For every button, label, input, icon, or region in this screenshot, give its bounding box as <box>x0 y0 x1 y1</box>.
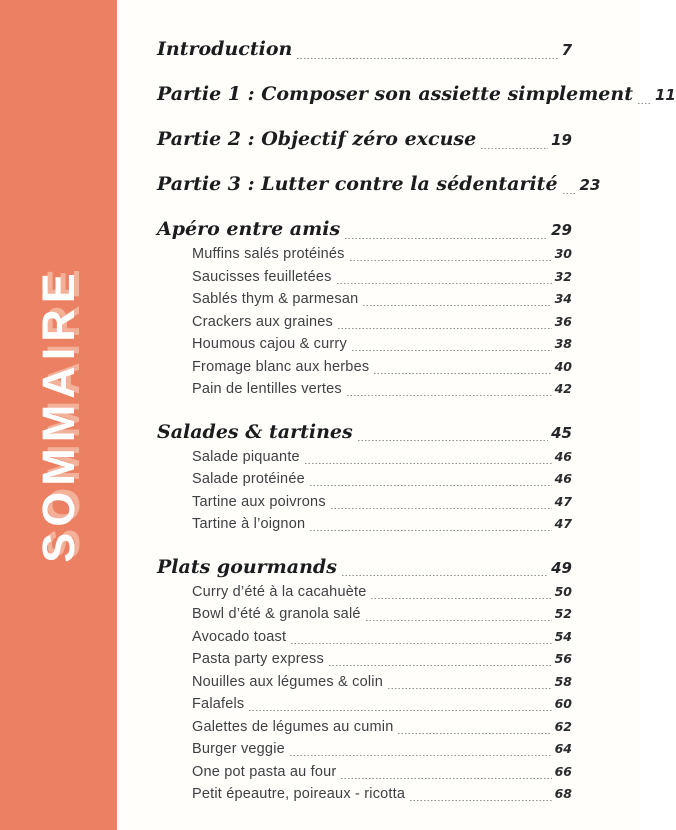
toc-heading-label: Salades & tartines <box>157 420 353 443</box>
toc-item-row <box>157 468 572 491</box>
toc-item-page-number: 50 <box>554 583 572 599</box>
toc-item-label: Fromage blanc aux herbes <box>192 358 370 375</box>
toc-item-page-number: 46 <box>554 471 572 486</box>
toc-item-row <box>157 446 572 469</box>
dotted-leader <box>337 282 552 284</box>
dotted-leader <box>398 732 551 734</box>
toc-heading-label: Partie 3 : Lutter contre la sédentarité <box>157 173 558 195</box>
toc-item-label: Pain de lentilles vertes <box>192 381 342 397</box>
toc-item-page-number: 46 <box>554 448 572 464</box>
toc-item-label: Crackers aux graines <box>192 313 333 330</box>
dotted-leader <box>310 485 552 487</box>
dotted-leader <box>331 507 552 509</box>
toc-item-page-number: 40 <box>554 358 572 374</box>
dotted-leader <box>341 777 551 779</box>
toc-item-page-number: 64 <box>554 741 572 756</box>
toc-section <box>157 126 572 153</box>
toc-item-label: One pot pasta au four <box>192 763 337 780</box>
toc-item-page-number: 38 <box>554 336 572 351</box>
toc-item-page-number: 30 <box>554 246 572 261</box>
toc-item-row <box>157 243 572 266</box>
toc-section <box>157 554 572 806</box>
dotted-leader <box>310 530 551 532</box>
toc-heading-page-number: 49 <box>551 558 572 577</box>
toc-item-label: Falafels <box>192 696 245 712</box>
toc-item-row <box>157 333 572 356</box>
dotted-leader <box>371 597 551 599</box>
toc-item-row <box>157 693 572 716</box>
toc-item-row <box>157 716 572 739</box>
dotted-leader <box>350 260 552 262</box>
toc-item-row <box>157 581 572 604</box>
toc-item-page-number: 36 <box>554 313 572 329</box>
toc-item-page-number: 32 <box>554 268 572 284</box>
dotted-leader <box>363 305 551 307</box>
toc-item-page-number: 66 <box>554 763 572 779</box>
toc-heading-page-number: 29 <box>551 221 572 239</box>
dotted-leader <box>366 620 552 622</box>
toc-heading-row <box>157 171 601 198</box>
toc-item-label: Curry d’été à la cacahuète <box>192 583 367 600</box>
dotted-leader <box>410 800 551 802</box>
toc-heading-page-number: 23 <box>579 176 601 194</box>
toc-section-items <box>157 243 572 401</box>
toc-item-row <box>157 648 572 671</box>
toc-item-label: Saucisses feuilletées <box>192 268 332 285</box>
dotted-leader <box>388 687 552 689</box>
toc-item-label: Petit épeautre, poireaux - ricotta <box>192 786 406 802</box>
toc-heading-page-number: 19 <box>551 131 572 149</box>
toc-heading-row <box>157 419 572 446</box>
toc-heading-row <box>157 36 572 63</box>
toc-item-page-number: 47 <box>554 516 572 531</box>
sidebar <box>0 0 117 830</box>
toc-section <box>157 81 676 108</box>
toc-item-label: Houmous cajou & curry <box>192 336 347 352</box>
dotted-leader <box>305 462 552 464</box>
dotted-leader <box>342 575 548 577</box>
dotted-leader <box>329 665 552 667</box>
toc-heading-label: Apéro entre amis <box>157 218 341 240</box>
toc-item-row <box>157 738 572 761</box>
toc-section <box>157 216 572 401</box>
toc-item-page-number: 60 <box>554 696 572 711</box>
toc-item-row <box>157 603 572 626</box>
toc-item-label: Nouilles aux légumes & colin <box>192 673 383 690</box>
toc-item-page-number: 42 <box>554 381 572 396</box>
toc-heading-page-number: 11 <box>654 86 676 104</box>
toc-item-row <box>157 356 572 379</box>
dotted-leader <box>290 755 552 757</box>
toc-item-label: Tartine aux poivrons <box>192 493 326 510</box>
toc-item-label: Sablés thym & parmesan <box>192 291 359 307</box>
toc-item-label: Pasta party express <box>192 651 324 667</box>
toc-item-page-number: 68 <box>554 786 572 801</box>
dotted-leader <box>481 147 548 149</box>
toc-item-row <box>157 626 572 649</box>
toc-item-page-number: 56 <box>554 651 572 666</box>
dotted-leader <box>358 440 548 442</box>
toc-item-label: Salade piquante <box>192 448 300 465</box>
toc-item-page-number: 47 <box>554 493 572 509</box>
toc-heading-label: Plats gourmands <box>157 555 337 578</box>
dotted-leader <box>563 192 577 194</box>
toc-heading-page-number: 45 <box>551 423 572 442</box>
table-of-contents <box>117 0 676 830</box>
toc-item-row <box>157 761 572 784</box>
dotted-leader <box>338 327 552 329</box>
toc-section <box>157 419 572 536</box>
dotted-leader <box>249 710 551 712</box>
toc-heading-label: Partie 1 : Composer son assiette simplement <box>157 83 633 105</box>
toc-item-row <box>157 311 572 334</box>
toc-item-row <box>157 266 572 289</box>
toc-section-items <box>157 446 572 536</box>
toc-heading-row <box>157 126 572 153</box>
dotted-leader <box>347 395 552 397</box>
toc-item-page-number: 58 <box>554 673 572 689</box>
toc-heading-page-number: 7 <box>561 41 572 59</box>
toc-heading-label: Introduction <box>157 38 293 60</box>
toc-item-label: Salade protéinée <box>192 471 305 487</box>
toc-item-label: Galettes de légumes au cumin <box>192 718 394 735</box>
toc-item-label: Burger veggie <box>192 741 285 757</box>
toc-item-row <box>157 671 572 694</box>
toc-item-row <box>157 513 572 536</box>
toc-item-row <box>157 378 572 401</box>
toc-section-items <box>157 581 572 806</box>
toc-section <box>157 171 601 198</box>
toc-item-row <box>157 783 572 806</box>
toc-item-label: Avocado toast <box>192 628 287 645</box>
toc-heading-row <box>157 216 572 243</box>
toc-item-row <box>157 288 572 311</box>
toc-heading-row <box>157 81 676 108</box>
toc-heading-label: Partie 2 : Objectif zéro excuse <box>157 128 477 150</box>
dotted-leader <box>291 642 551 644</box>
toc-item-label: Bowl d’été & granola salé <box>192 606 361 622</box>
toc-item-page-number: 54 <box>554 628 572 644</box>
toc-item-page-number: 62 <box>554 718 572 734</box>
toc-item-label: Muffins salés protéinés <box>192 246 345 262</box>
toc-heading-row <box>157 554 572 581</box>
toc-item-row <box>157 491 572 514</box>
page-title-vertical: SOMMAIRE <box>32 267 84 563</box>
toc-item-label: Tartine à l’oignon <box>192 516 306 532</box>
toc-item-page-number: 52 <box>554 606 572 621</box>
toc-section <box>157 36 572 63</box>
dotted-leader <box>638 102 652 104</box>
toc-item-page-number: 34 <box>554 291 572 306</box>
dotted-leader <box>345 237 548 239</box>
dotted-leader <box>297 57 558 59</box>
dotted-leader <box>352 350 552 352</box>
dotted-leader <box>374 372 551 374</box>
